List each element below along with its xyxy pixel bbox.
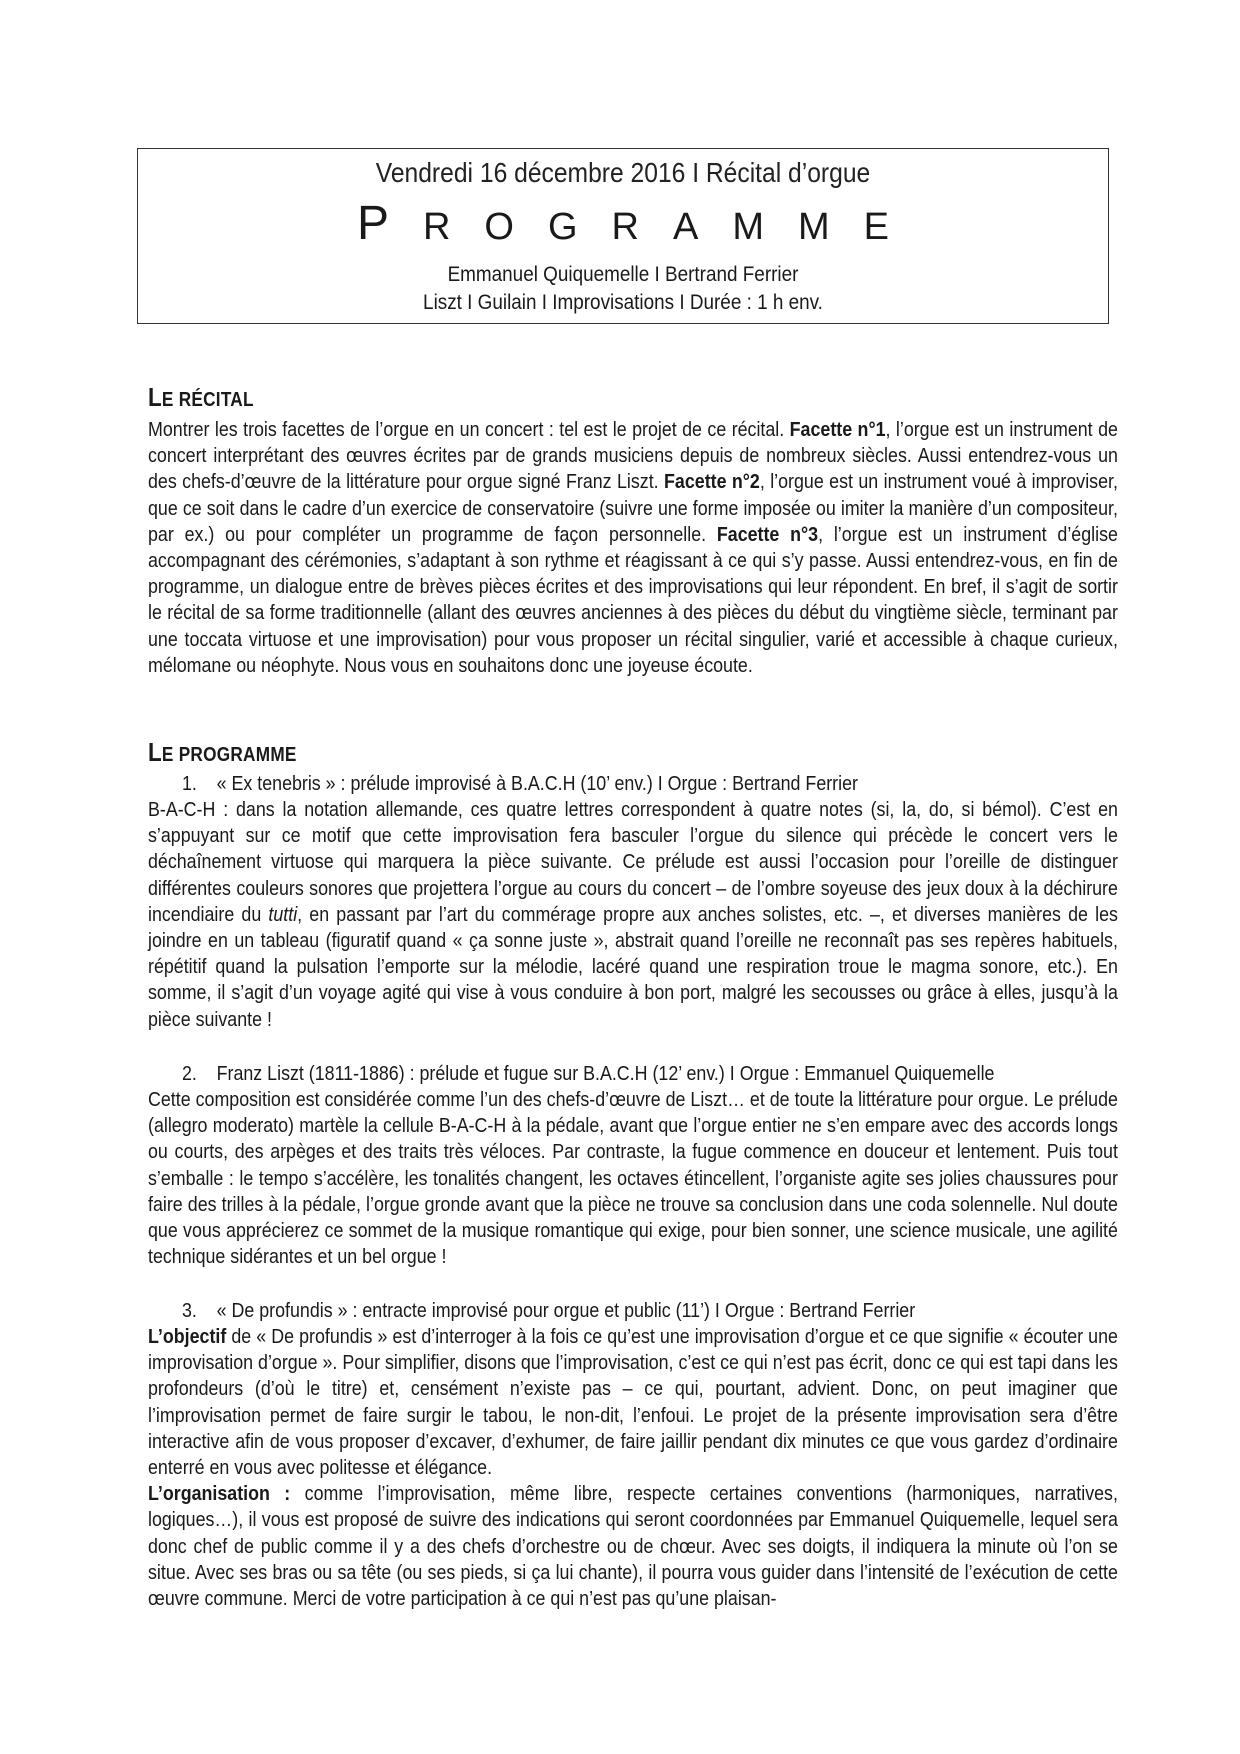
program-item-2-title <box>182 1061 994 1087</box>
text-run: B-A-C-H : dans la notation allemande, ces quatre lettres correspondent à quatre notes (si, la, do, si bémol). C’est en s’appuyant sur ce motif que cette improvisation fera basculer l’orgue du silence qui précède le concert vers le déchaînement virtuose qui marquera la pièce suivante. Ce prélude est aussi l’occasion pour l’oreille de distinguer différentes couleurs sonores que projettera l’orgue au cours du concert – de l’ombre soyeuse des jeux doux à la déchirure incendiaire du <box>148 798 1118 926</box>
item-title-text: « De profundis » : entracte improvisé pour orgue et public (11’) I Orgue : Bertrand Ferrier <box>216 1299 916 1322</box>
title-letter: M <box>732 206 765 248</box>
text-run: de « De profundis » est d’interroger à la fois ce qu’est une improvisation d’orgue et ce que signifie « écouter une improvisation d’orgue ». Pour simplifier, disons que l’improvisation, c’est ce qui n’est pas écrit, donc ce qui est tapi dans les profondeurs (d’où le titre) et, censément n’existe pas – ce qui, pourtant, advient. Donc, on peut imaginer que l’improvisation permet de faire surgir le tabou, le non-dit, l’enfoui. Le projet de la présente improvisation sera d’être interactive afin de vous proposer d’excaver, d’exhumer, de faire jaillir pendant dix minutes ce que vous gardez d’ordinaire enterré en vous avec politesse et élégance. <box>148 1325 1118 1480</box>
heading-rest: E PROGRAMME <box>161 744 297 766</box>
title-letter: E <box>863 206 890 248</box>
section-heading-recital <box>148 382 254 413</box>
title-letter: P <box>356 197 389 250</box>
concert-date: Vendredi 16 décembre 2016 I Récital d’orgue <box>375 157 871 188</box>
performers: Emmanuel Quiquemelle I Bertrand Ferrier <box>447 263 799 286</box>
heading-rest: E RÉCITAL <box>161 389 254 411</box>
program-item-2-text <box>148 1087 1118 1270</box>
text-run: Cette composition est considérée comme l’un des chefs-d’œuvre de Liszt… et de toute la littérature pour orgue. Le prélude (allegro moderato) martèle la cellule B-A-C-H à la pédale, avant que l’orgue entier ne s’en empare avec des accords longs ou courts, des arpèges et des traits très véloces. Par contraste, la fugue commence en douceur et lentement. Puis tout s’emballe : le tempo s’accélère, les tonalités changent, les octaves étincellent, l’organiste agite ses jolies chaussures pour faire des trilles à la pédale, l’orgue gronde avant que la pièce ne trouve sa conclusion dans une coda solennelle. Nul doute que vous apprécierez ce sommet de la musique romantique qui exige, pour bien sonner, une science musicale, une agilité technique sidérantes et un bel orgue ! <box>148 1088 1118 1269</box>
page-title <box>138 195 1108 255</box>
title-letter: R <box>422 206 451 248</box>
title-letter: R <box>611 206 639 248</box>
item-title-text: « Ex tenebris » : prélude improvisé à B.A.C.H (10’ env.) I Orgue : Bertrand Ferrier <box>216 772 858 795</box>
program-item-3-title <box>182 1298 915 1324</box>
program-item-1-text <box>148 797 1118 1033</box>
text-run: , l’orgue est un instrument de concert interprétant des œuvres écrites par de grands musiciens depuis de nombreux siècles. Aussi entendrez-vous un des chefs-d’œuvre de la littérature pour orgue signé Franz Liszt. <box>148 418 1118 494</box>
header-box <box>137 148 1109 324</box>
organisation-label: L’organisation : <box>148 1482 291 1506</box>
title-letter: G <box>547 206 578 248</box>
italic-term: tutti <box>268 902 298 926</box>
title-letter: A <box>673 206 699 248</box>
heading-initial: L <box>148 382 162 412</box>
title-letter: M <box>798 206 830 248</box>
item-number: 1. <box>182 772 197 795</box>
program-details: Liszt I Guilain I Improvisations I Durée : 1 h env. <box>423 291 823 314</box>
heading-initial: L <box>148 737 162 767</box>
text-run: comme l’improvisation, même libre, respecte certaines conventions (harmoniques, narratives, logiques…), il vous est proposé de suivre des indications qui seront coordonnées par Emmanuel Quiquemelle, lequel sera donc chef de public comme il y a des chefs d’orchestre ou de chœur. Avec ses doigts, il indiquera la minute où l’on se situe. Avec ses bras ou sa tête (ou ses pieds, si ça lui chante), il pourra vous guider dans l’intensité de l’exécution de cette œuvre commune. Merci de votre participation à ce qui n’est pas qu’une plaisan- <box>148 1482 1118 1611</box>
title-letter: O <box>484 206 514 248</box>
item-number: 2. <box>182 1062 197 1085</box>
facette-1-label: Facette n°1 <box>789 418 886 441</box>
text-run: , en passant par l’art du commérage propre aux anches solistes, etc. –, et diverses manières de les joindre en un tableau (figuratif quand « ça sonne juste », abstrait quand l’oreille ne reconnaît pas ses repères habituels, répétitif quand la pulsation l’emporte sur la mélodie, lacéré quand une respiration troue le magma sonore, etc.). En somme, il s’agit d’un voyage agité qui vise à vous conduire à bon port, malgré les secousses ou grâce à elles, jusqu’à la pièce suivante ! <box>148 902 1118 1031</box>
item-title-text: Franz Liszt (1811-1886) : prélude et fugue sur B.A.C.H (12’ env.) I Orgue : Emmanuel Quiquemelle <box>216 1062 995 1085</box>
text-run: Montrer les trois facettes de l’orgue en un concert : tel est le projet de ce récital. <box>148 418 790 441</box>
text-run: , l’orgue est un instrument d’église accompagnant des cérémonies, s’adaptant à son rythme et réagissant à ce qui s’y passe. Aussi entendrez-vous, en fin de programme, un dialogue entre de brèves pièces écrites et des improvisations qui leur répondent. En bref, il s’agit de sortir le récital de sa forme traditionnelle (allant des œuvres anciennes à des pièces du début du vingtième siècle, terminant par une toccata virtuose et une improvisation) pour vous proposer un récital singulier, varié et accessible à chaque curieux, mélomane ou néophyte. Nous vous en souhaitons donc une joyeuse écoute. <box>148 522 1118 677</box>
facette-2-label: Facette n°2 <box>664 470 760 494</box>
item-number: 3. <box>182 1299 197 1322</box>
facette-3-label: Facette n°3 <box>716 522 819 546</box>
program-item-3-text <box>148 1324 1118 1612</box>
recital-paragraph <box>148 417 1118 679</box>
text-run: , l’orgue est un instrument voué à improviser, que ce soit dans le cadre d’un exercice de conservatoire (suivre une forme imposée ou imiter la manière d’un compositeur, par ex.) ou pour compléter un programme de façon personnelle. <box>148 470 1118 546</box>
program-item-1-title <box>182 771 858 797</box>
objective-label: L’objectif <box>148 1325 227 1348</box>
section-heading-programme <box>148 737 297 768</box>
